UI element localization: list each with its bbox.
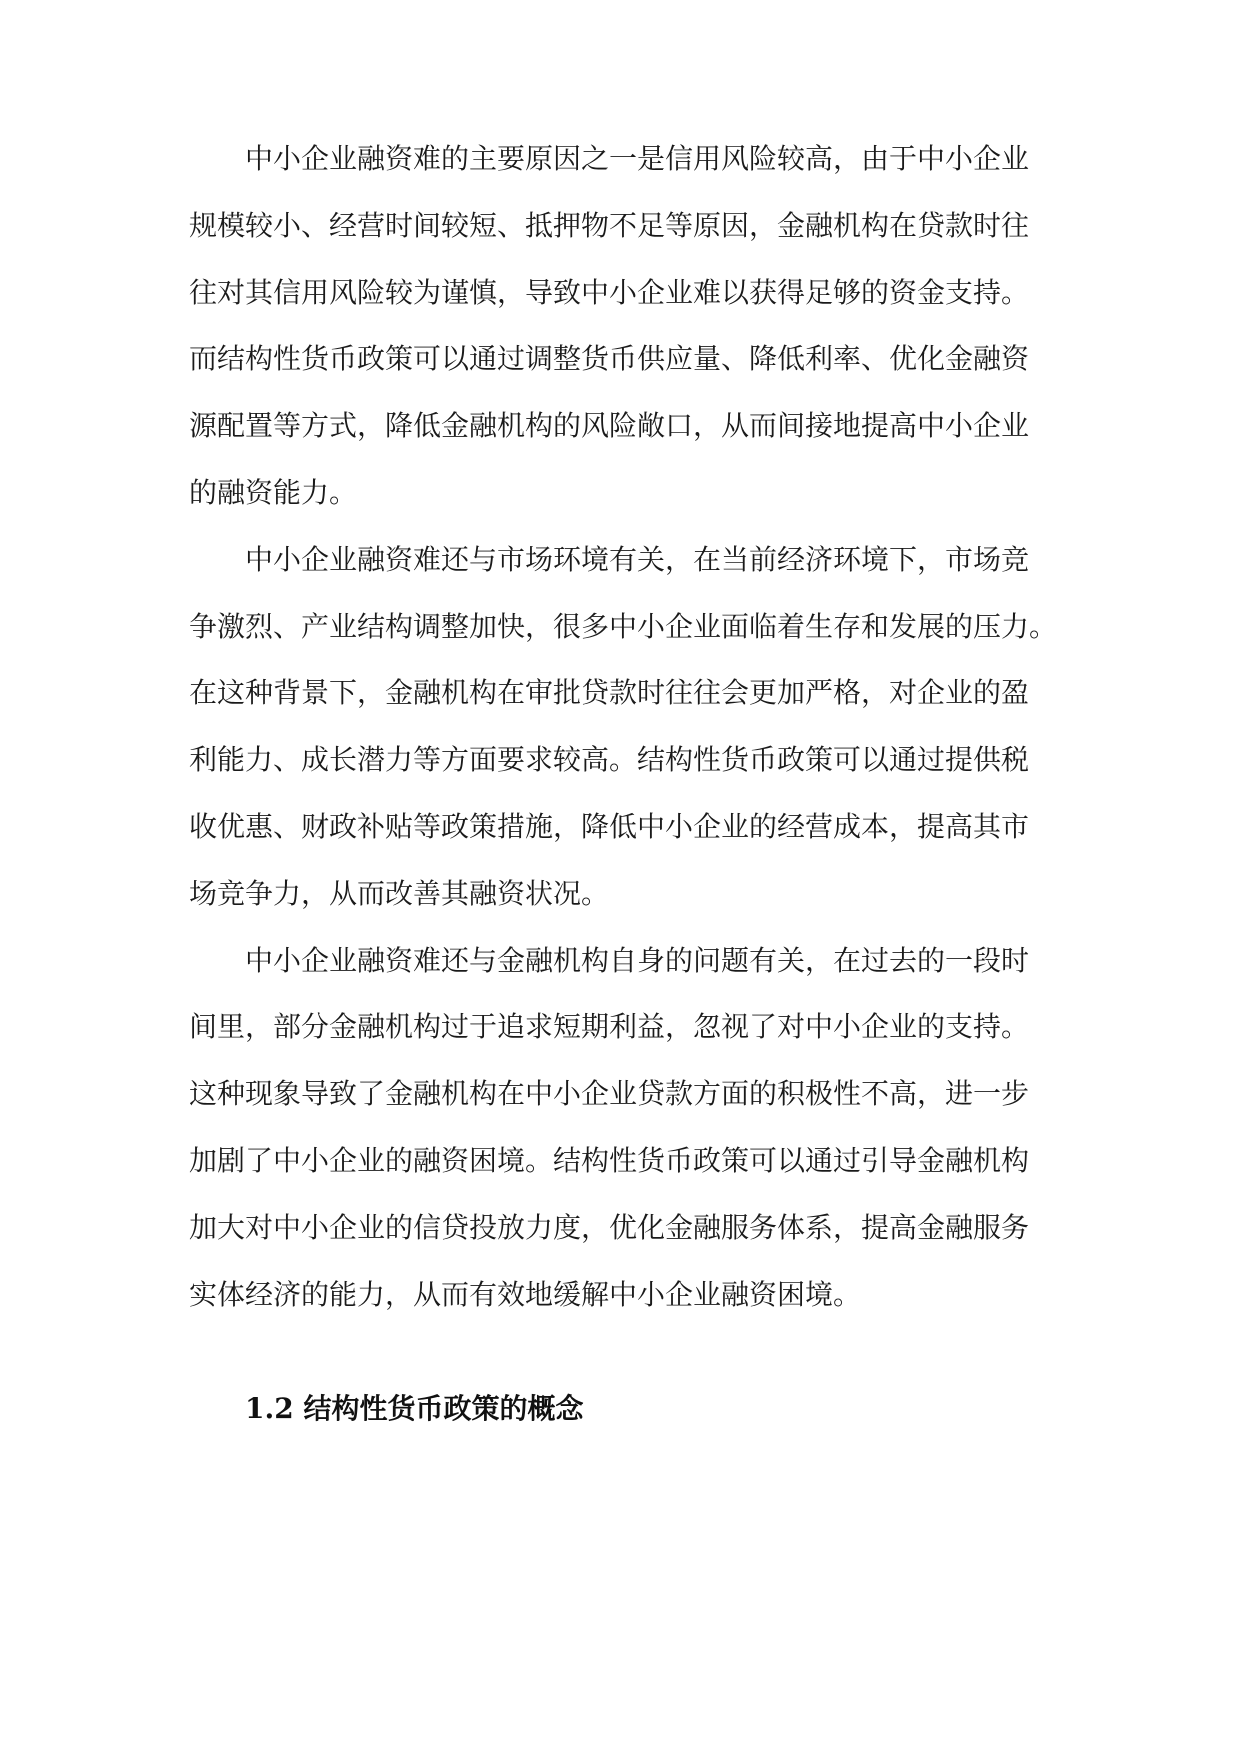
paragraph-1-line-4: 而结构性货币政策可以通过调整货币供应量、降低利率、优化金融资 <box>189 342 1030 375</box>
paragraph-2-line-4: 利能力、成长潜力等方面要求较高。结构性货币政策可以通过提供税 <box>189 743 1030 776</box>
paragraph-1-line-3: 往对其信用风险较为谨慎，导致中小企业难以获得足够的资金支持。 <box>189 276 1030 309</box>
paragraph-3-line-2: 间里，部分金融机构过于追求短期利益，忽视了对中小企业的支持。 <box>189 1010 1030 1043</box>
paragraph-1-line-2: 规模较小、经营时间较短、抵押物不足等原因，金融机构在贷款时往 <box>189 209 1030 242</box>
paragraph-2-line-3: 在这种背景下，金融机构在审批贷款时往往会更加严格，对企业的盈 <box>189 676 1030 709</box>
paragraph-1-line-1: 中小企业融资难的主要原因之一是信用风险较高，由于中小企业 <box>245 142 1030 175</box>
paragraph-3-line-1: 中小企业融资难还与金融机构自身的问题有关，在过去的一段时 <box>245 944 1030 977</box>
paragraph-1-line-5: 源配置等方式，降低金融机构的风险敞口，从而间接地提高中小企业 <box>189 409 1030 442</box>
paragraph-3-line-6: 实体经济的能力，从而有效地缓解中小企业融资困境。 <box>189 1278 862 1311</box>
paragraph-2-line-1: 中小企业融资难还与市场环境有关，在当前经济环境下，市场竞 <box>245 543 1030 576</box>
paragraph-1-line-6: 的融资能力。 <box>189 476 358 509</box>
paragraph-2-line-2: 争激烈、产业结构调整加快，很多中小企业面临着生存和发展的压力。 <box>189 610 1058 643</box>
section-heading: 1.2 结构性货币政策的概念 <box>245 1392 584 1425</box>
paragraph-3-line-5: 加大对中小企业的信贷投放力度，优化金融服务体系，提高金融服务 <box>189 1211 1030 1244</box>
paragraph-2-line-5: 收优惠、财政补贴等政策措施，降低中小企业的经营成本，提高其市 <box>189 810 1030 843</box>
paragraph-3-line-3: 这种现象导致了金融机构在中小企业贷款方面的积极性不高，进一步 <box>189 1077 1030 1110</box>
paragraph-3-line-4: 加剧了中小企业的融资困境。结构性货币政策可以通过引导金融机构 <box>189 1144 1030 1177</box>
paragraph-2-line-6: 场竞争力，从而改善其融资状况。 <box>189 877 610 910</box>
